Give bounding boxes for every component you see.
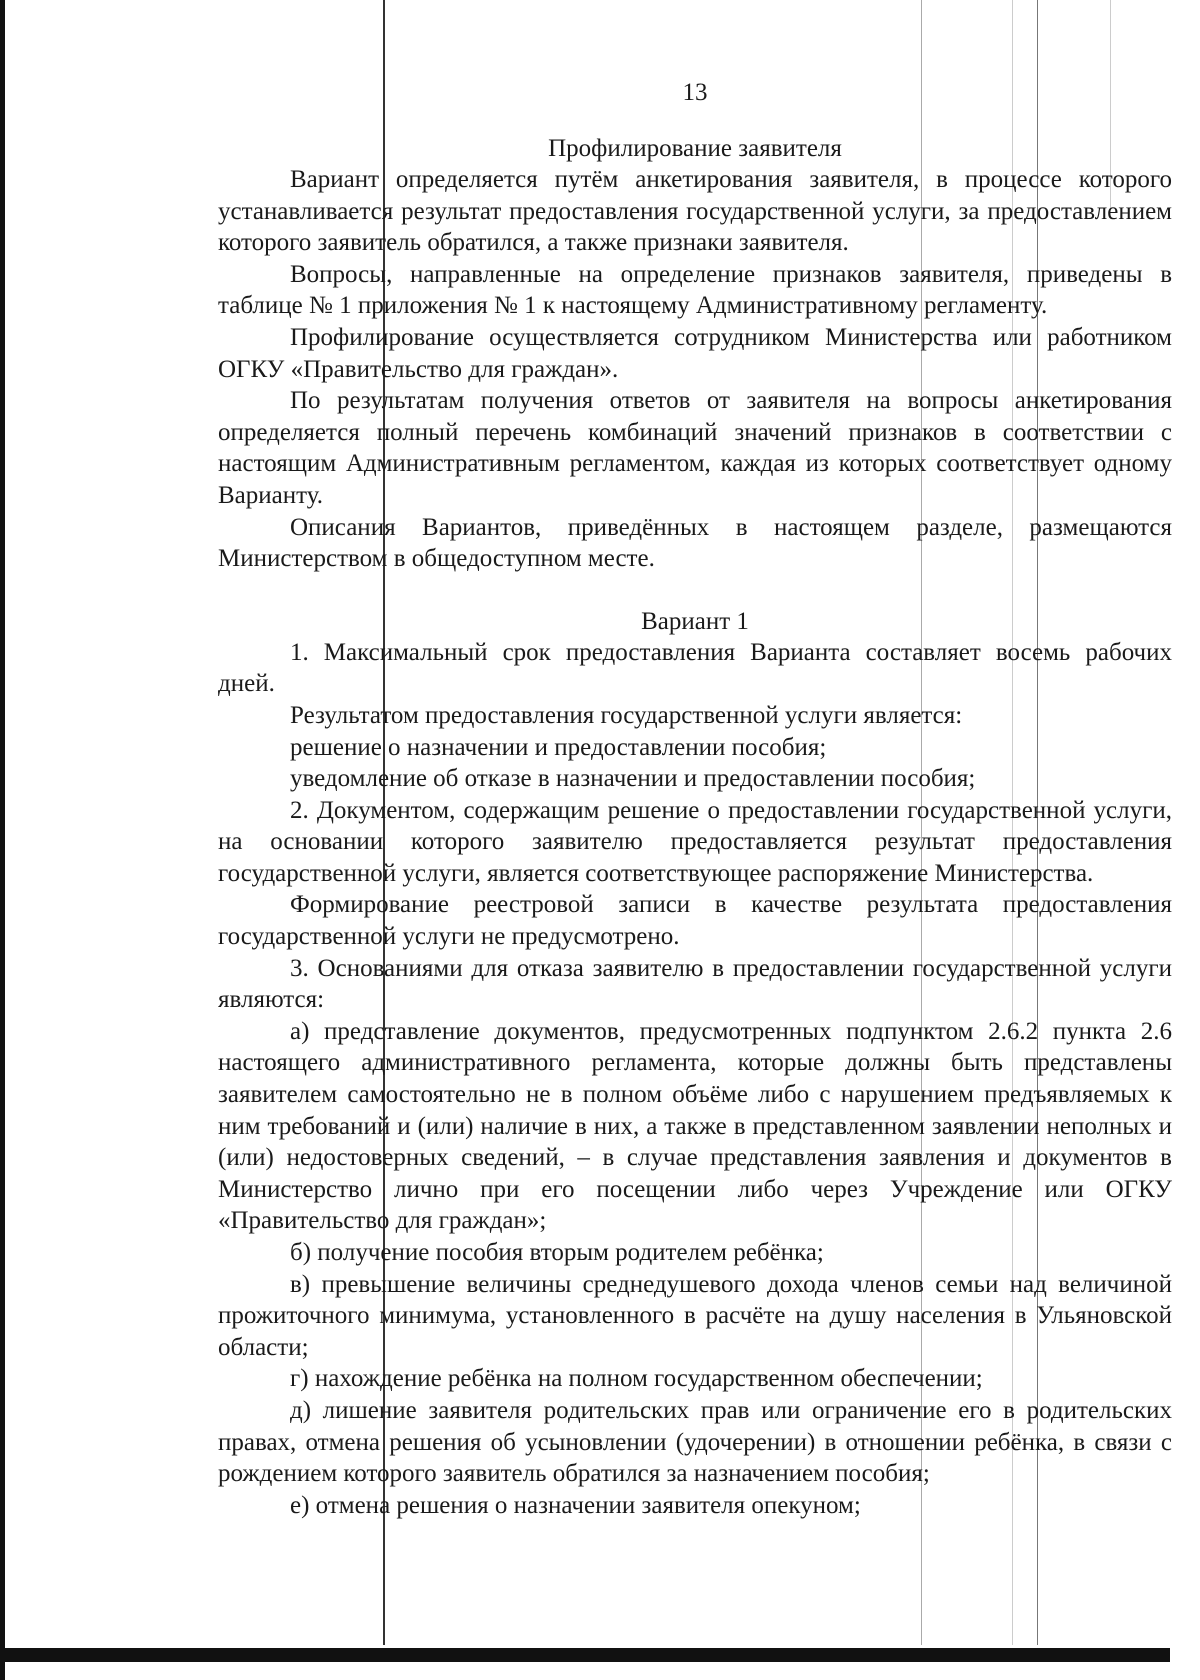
list-item: д) лишение заявителя родительских прав или ограничение его в родительских правах, отмена решения об усыновлении (удочерении) в отношении ребёнка, в связи с рождением которого заявитель обратился за назначением пособия; bbox=[218, 1396, 1172, 1488]
paragraph: 1. Максимальный срок предоставления Варианта составляет восемь рабочих дней. bbox=[218, 638, 1172, 698]
paragraph: По результатам получения ответов от заявителя на вопросы анкетирования определяется полный перечень комбинаций значений признаков в соответствии с настоящим Административным регламентом, каждая из которых соответствует одному Варианту. bbox=[218, 387, 1172, 509]
list-item: в) превышение величины среднедушевого дохода членов семьи над величиной прожиточного минимума, установленного в расчёте на душу населения в Ульяновской области; bbox=[218, 1270, 1172, 1361]
list-item: решение о назначении и предоставлении пособия; bbox=[290, 733, 827, 761]
scan-edge-left bbox=[0, 0, 5, 1680]
paragraph: Вопросы, направленные на определение признаков заявителя, приведены в таблице № 1 приложения № 1 к настоящему Административному регламенту. bbox=[218, 260, 1172, 320]
paragraph: Результатом предоставления государственной услуги является: bbox=[290, 701, 963, 729]
paragraph: 2. Документом, содержащим решение о предоставлении государственной услуги, на основании которого заявителю предоставляется результат предоставления государственной услуги, является соответствующее распоряжение Министерства. bbox=[218, 796, 1172, 887]
scan-edge-bottom bbox=[0, 1648, 1170, 1662]
document-body bbox=[218, 78, 1172, 1521]
paragraph: 3. Основаниями для отказа заявителю в предоставлении государственной услуги являются: bbox=[218, 954, 1172, 1014]
paragraph: Вариант определяется путём анкетирования заявителя, в процессе которого устанавливается результат предоставления государственной услуги, за предоставлением которого заявитель обратился, а также признаки заявителя. bbox=[218, 166, 1172, 257]
paragraph: Описания Вариантов, приведённых в настоящем разделе, размещаются Министерством в общедоступном месте. bbox=[218, 513, 1172, 573]
list-item: а) представление документов, предусмотренных подпунктом 2.6.2 пункта 2.6 настоящего административного регламента, которые должны быть представлены заявителем самостоятельно не в полном объёме либо с нарушением предъявляемых к ним требований и (или) наличие в них, а также в представленном заявлении неполных и (или) недостоверных сведений, – в случае представления заявления и документов в Министерство лично при его посещении либо через Учреждение или ОГКУ «Правительство для граждан»; bbox=[218, 1017, 1172, 1235]
list-item: б) получение пособия вторым родителем ребёнка; bbox=[290, 1239, 824, 1266]
section-title-variant-1: Вариант 1 bbox=[641, 607, 749, 635]
list-item: е) отмена решения о назначении заявителя опекуном; bbox=[290, 1491, 861, 1519]
page-number: 13 bbox=[682, 79, 708, 106]
list-item: г) нахождение ребёнка на полном государственном обеспечении; bbox=[290, 1365, 983, 1393]
paragraph: Профилирование осуществляется сотрудником Министерства или работником ОГКУ «Правительство для граждан». bbox=[218, 323, 1172, 383]
paragraph: Формирование реестровой записи в качестве результата предоставления государственной услуги не предусмотрено. bbox=[218, 891, 1172, 951]
list-item: уведомление об отказе в назначении и предоставлении пособия; bbox=[290, 765, 976, 793]
section-title-profiling: Профилирование заявителя bbox=[548, 135, 842, 162]
